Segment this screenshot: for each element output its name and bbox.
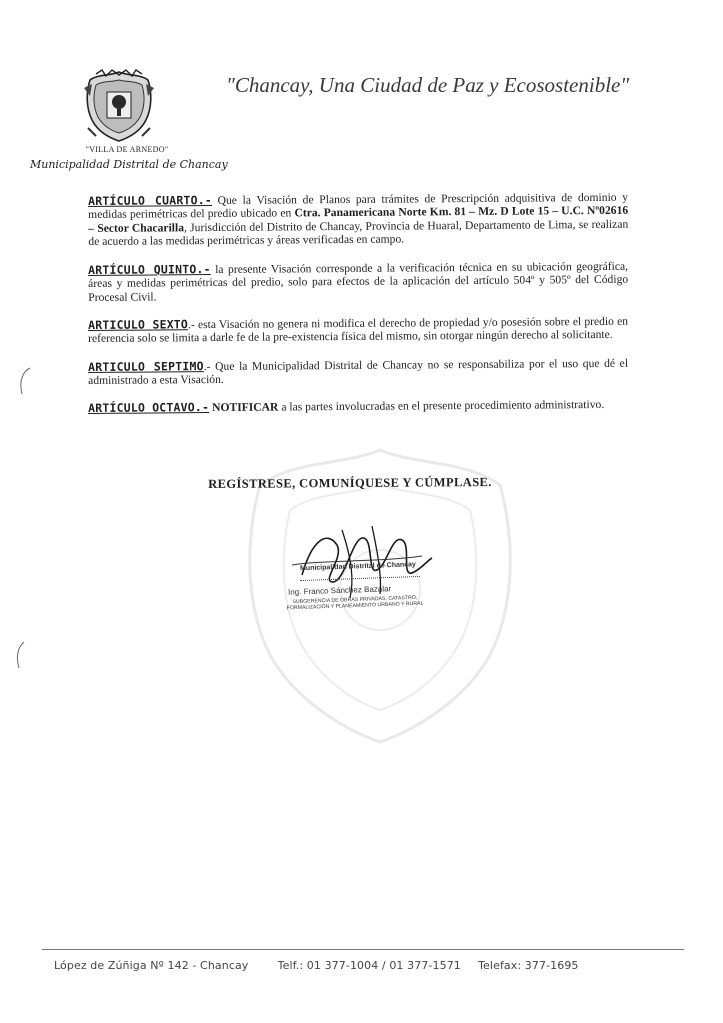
article-title: ARTÍCULO CUARTO.- (87, 193, 212, 208)
article-octavo: ARTÍCULO OCTAVO.- NOTIFICAR a las partes involucradas en el presente procedimiento administrativo. (87, 398, 605, 416)
coat-of-arms-icon (80, 68, 158, 144)
footer-divider (42, 949, 684, 950)
footer (54, 959, 694, 972)
article-sexto: ARTICULO SEXTO.- esta Visación no genera ni modifica el derecho de propiedad y/o posesión sobre el predio en referencia solo se limita a darle fe de la pre-existencia física del mismo, sin otorgar ningún derecho al solicitante. (87, 314, 629, 346)
footer-phones: Telf.: 01 377-1004 / 01 377-1571 (277, 959, 461, 972)
article-title: ARTICULO SEPTIMO (87, 358, 204, 374)
stamp-engineer: Ing. Franco Sánchez Bazalar (287, 584, 392, 597)
document-body (87, 190, 629, 431)
municipality-name: Municipalidad Distrital de Chancay (30, 158, 228, 171)
footer-fax: Telefax: 377-1695 (478, 959, 579, 972)
article-title: ARTÍCULO OCTAVO.- (87, 400, 210, 416)
scan-mark-icon (12, 640, 28, 670)
article-title: ARTÍCULO QUINTO.- (87, 261, 211, 277)
article-quinto: ARTÍCULO QUINTO.- la presente Visación corresponde a la verificación técnica en su ubicación geográfica, áreas y medidas perimétricas del predio, solo para efectos de la aplicación del artículo 504º y 505º del Código Procesal Civil. (87, 259, 629, 304)
stamp-position: SUBGERENCIA DE OBRAS PRIVADAS, CATASTRO, FORMALIZACIÓN Y PLANEAMIENTO URBANO Y RURAL (286, 594, 424, 612)
stamp-office: Municipalidad Distrital de Chancay (299, 561, 417, 573)
article-title: ARTICULO SEXTO (87, 317, 189, 332)
article-cuarto: ARTÍCULO CUARTO.- Que la Visación de Planos para trámites de Prescripción adquisitiva de dominio y medidas perimétricas del predio ubicado en Ctra. Panamericana Norte Km. 81 – Mz. D Lote 15 – U.C. Nº02616 – Sector Chacarilla, Jurisdicción del Distrito de Chancay, Provincia de Huaral, Departamento de Lima, se realizan de acuerdo a las medidas perimétricas y áreas verificadas en campo. (87, 190, 629, 249)
article-septimo: ARTICULO SEPTIMO.- Que la Municipalidad Distrital de Chancay no se responsabiliza por el uso que dé el administrado a esta Visación. (87, 356, 629, 388)
slogan: "Chancay, Una Ciudad de Paz y Ecosostenible" (226, 73, 630, 97)
scan-mark-icon (14, 366, 34, 396)
crest-caption: "VILLA DE ARNEDO" (85, 145, 169, 154)
footer-address: López de Zúñiga Nº 142 - Chancay (54, 959, 249, 972)
closing-formula: REGÍSTRESE, COMUNÍQUESE Y CÚMPLASE. (208, 475, 492, 491)
